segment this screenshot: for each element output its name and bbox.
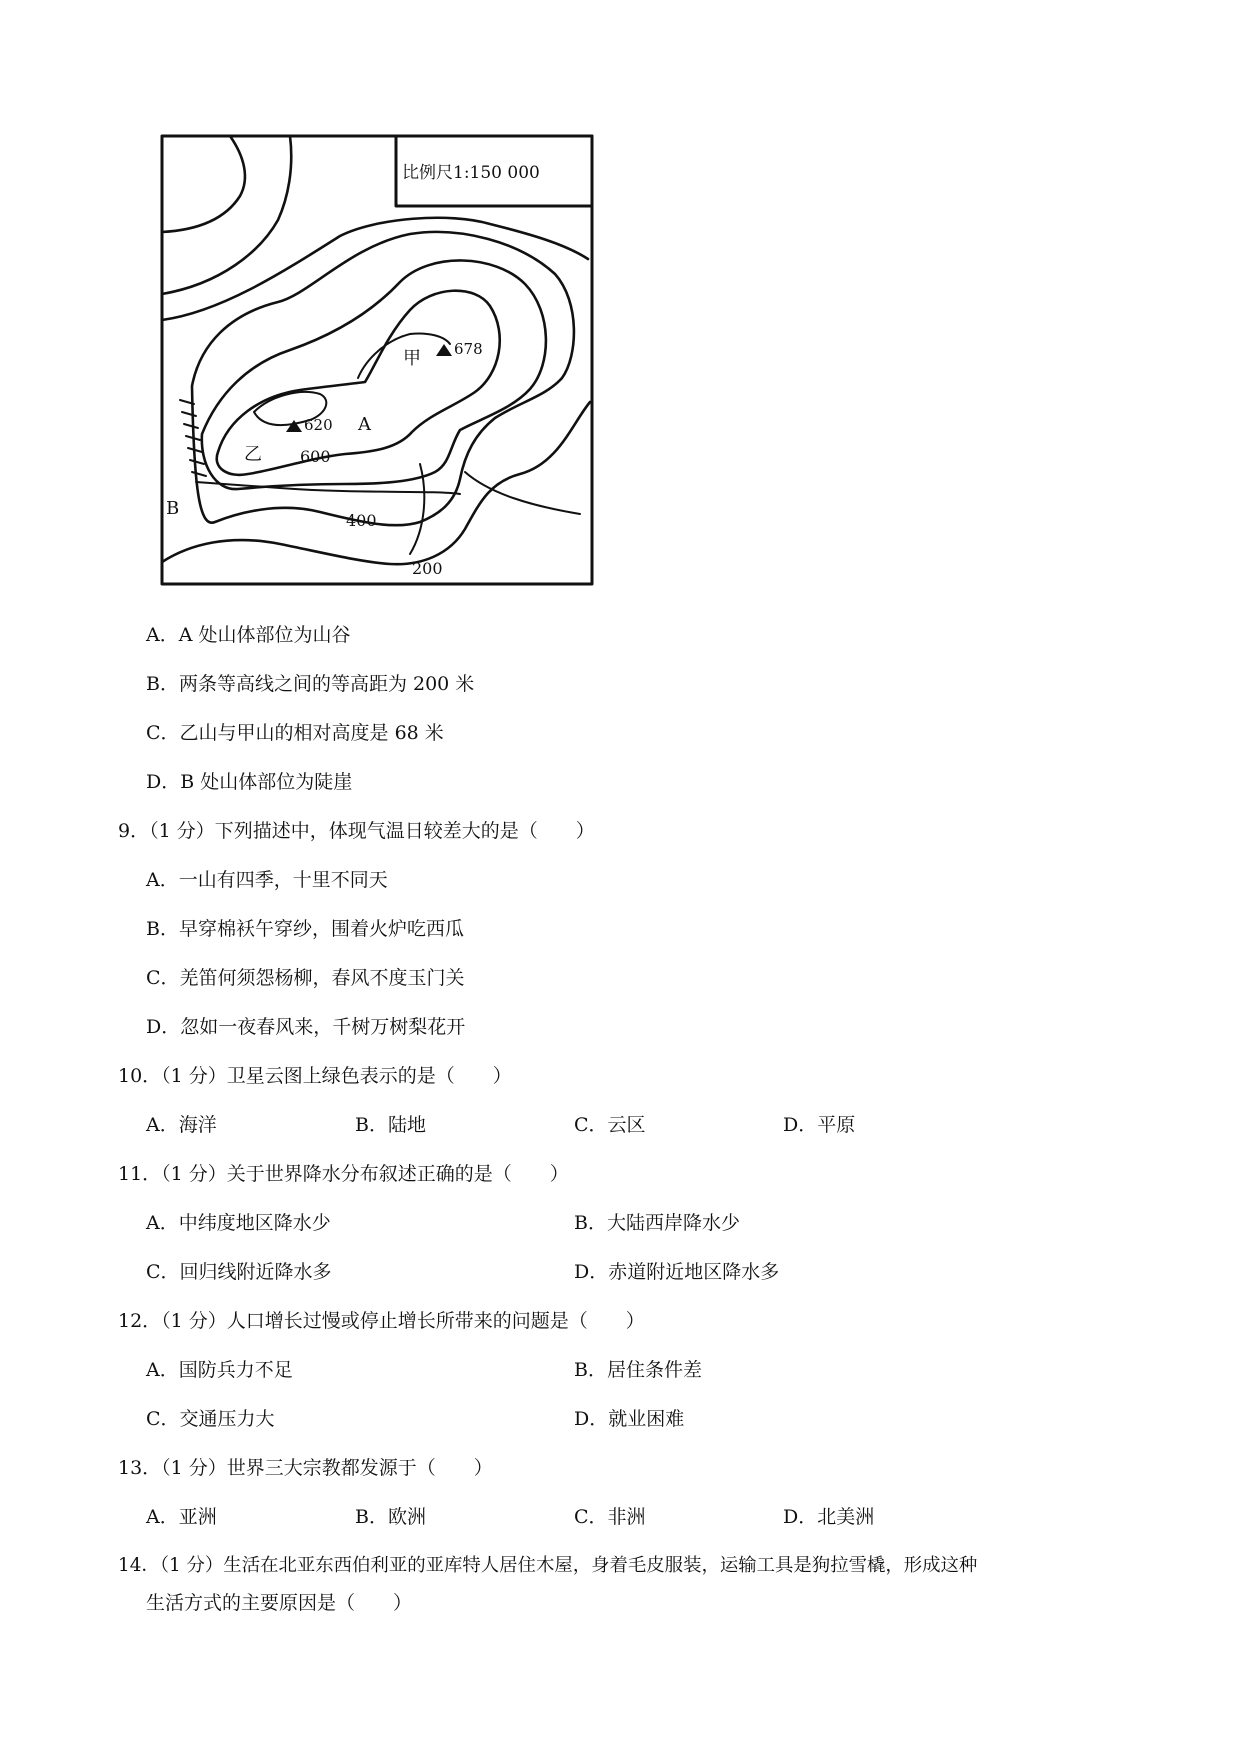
- peak-jia-marker: [436, 344, 452, 356]
- q14-stem-line1: 14．（1 分）生活在北亚东西伯利亚的亚库特人居住木屋，身着毛皮服装，运输工具是狗拉雪橇，形成这种: [118, 1555, 978, 1576]
- q13-option-c: C．非洲: [574, 1506, 646, 1528]
- q8-option-a: A．A 处山体部位为山谷: [146, 624, 351, 646]
- q13-stem: 13．（1 分）世界三大宗教都发源于（ ）: [118, 1457, 493, 1479]
- q14-stem-line2: 生活方式的主要原因是（ ）: [146, 1592, 413, 1614]
- q10-option-a: A．海洋: [146, 1114, 217, 1136]
- q9-stem: 9．（1 分）下列描述中，体现气温日较差大的是（ ）: [118, 820, 595, 842]
- peak-yi-name: 乙: [244, 444, 262, 465]
- q8-option-c: C．乙山与甲山的相对高度是 68 米: [146, 722, 444, 744]
- q10-stem: 10．（1 分）卫星云图上绿色表示的是（ ）: [118, 1065, 512, 1087]
- q9-option-b: B．早穿棉袄午穿纱，围着火炉吃西瓜: [146, 918, 464, 940]
- q9-option-a: A．一山有四季，十里不同天: [146, 869, 388, 891]
- q11-option-c: C．回归线附近降水多: [146, 1261, 332, 1283]
- q11-option-b: B．大陆西岸降水少: [574, 1212, 740, 1234]
- point-a-label: A: [358, 414, 371, 435]
- q11-stem: 11．（1 分）关于世界降水分布叙述正确的是（ ）: [118, 1163, 569, 1185]
- peak-yi-height: 620: [304, 416, 333, 434]
- q11-option-a: A．中纬度地区降水少: [146, 1212, 331, 1234]
- contour-map-figure: [160, 134, 595, 589]
- q9-option-d: D．忽如一夜春风来，千树万树梨花开: [146, 1016, 466, 1038]
- contour-line: [465, 472, 580, 514]
- point-b-label: B: [166, 498, 180, 519]
- contour-label-200: 200: [412, 559, 443, 578]
- contour-label-400: 400: [346, 511, 377, 530]
- q10-option-b: B．陆地: [355, 1114, 426, 1136]
- contour-map: [160, 134, 595, 589]
- q12-option-b: B．居住条件差: [574, 1359, 702, 1381]
- q13-option-d: D．北美洲: [783, 1506, 875, 1528]
- peak-jia-height: 678: [454, 340, 483, 358]
- contour-line: [162, 136, 245, 232]
- peak-jia-name: 甲: [403, 348, 421, 369]
- q9-option-c: C．羌笛何须怨杨柳，春风不度玉门关: [146, 967, 465, 989]
- q12-option-d: D．就业困难: [574, 1408, 685, 1430]
- q8-option-d: D．B 处山体部位为陡崖: [146, 771, 353, 793]
- q13-option-a: A．亚洲: [146, 1506, 217, 1528]
- q8-option-b: B．两条等高线之间的等高距为 200 米: [146, 673, 475, 695]
- q12-stem: 12．（1 分）人口增长过慢或停止增长所带来的问题是（ ）: [118, 1310, 645, 1332]
- scale-label: 比例尺1:150 000: [402, 163, 540, 183]
- q13-option-b: B．欧洲: [355, 1506, 426, 1528]
- contour-line: [162, 136, 291, 294]
- q12-option-a: A．国防兵力不足: [146, 1359, 293, 1381]
- contour-label-600: 600: [300, 447, 331, 466]
- q12-option-c: C．交通压力大: [146, 1408, 275, 1430]
- q11-option-d: D．赤道附近地区降水多: [574, 1261, 780, 1283]
- q10-option-c: C．云区: [574, 1114, 646, 1136]
- q10-option-d: D．平原: [783, 1114, 856, 1136]
